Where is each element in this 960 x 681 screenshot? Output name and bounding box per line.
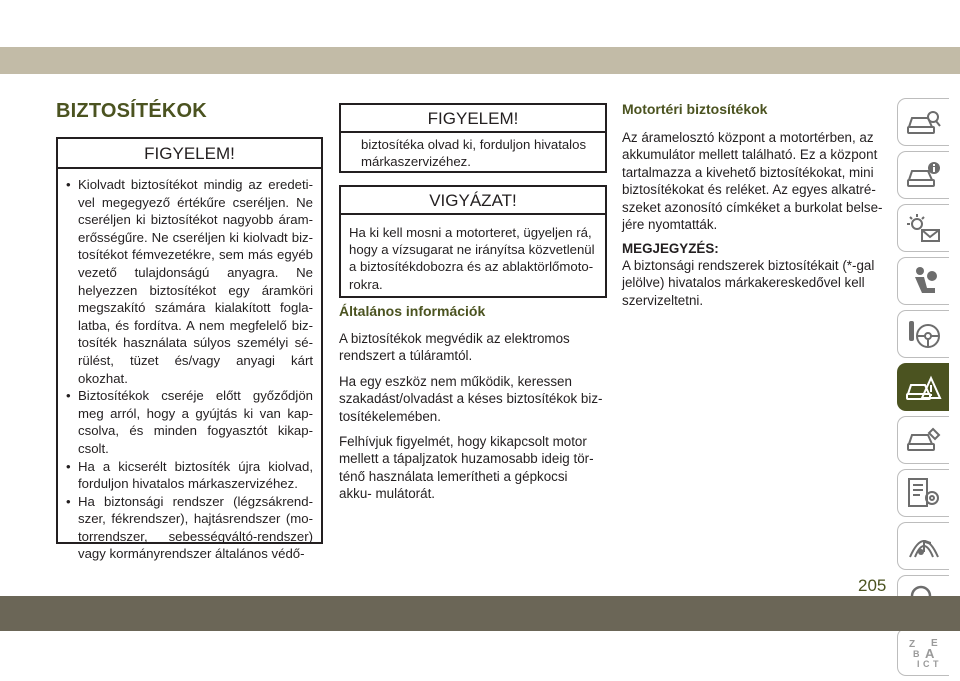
warning-continued-text: biztosítéka olvad ki, forduljon hivatalos márkaszervizéhez. <box>361 137 587 170</box>
caution-text: Ha ki kell mosni a motorteret, ügyeljen rá, hogy a vízsugarat ne irányítsa közvetlenül a biztosítékdobozra és az ablaktörlőmoto- rokra. <box>349 225 595 292</box>
warning-list <box>58 169 321 563</box>
tab-multimedia[interactable] <box>897 522 949 570</box>
tab-warning-lights[interactable] <box>897 204 949 252</box>
watermark: carmanualsonline.info <box>367 646 593 671</box>
caution-title: VIGYÁZAT! <box>341 187 605 215</box>
note-label: MEGJEGYZÉS: <box>622 241 719 256</box>
general-paragraph: Ha egy eszköz nem működik, keressen szakadást/olvadást a késes biztosítékok biz- tosítékelemében. <box>339 374 603 424</box>
steering-wheel-icon <box>905 317 943 351</box>
svg-text:Z: Z <box>908 639 915 650</box>
car-search-icon <box>905 105 943 139</box>
svg-text:T: T <box>932 659 938 669</box>
svg-text:C: C <box>922 659 929 669</box>
emergency-car-icon <box>905 370 943 404</box>
tab-steering[interactable] <box>897 310 949 358</box>
warning-continued-box <box>339 103 607 173</box>
tab-airbag[interactable] <box>897 257 949 305</box>
svg-text:B: B <box>912 649 919 659</box>
svg-text:I: I <box>916 659 920 669</box>
bottom-band <box>0 596 960 631</box>
tab-service[interactable] <box>897 416 949 464</box>
warning-item: • Kiolvadt biztosítékot mindig az eredeti- vel megegyező értékűre cseréljen. Ne cseréljen ki biztosítékot nagyobb áram- erősségűre. Ne cseréljen ki kiolvadt biz- tosítékot fémvezetékre, sem más egyéb vezető tulajdonságú anyagra. Ne helyezzen biztosítékot egy áramköri megszakító számára kialakított fogla- latba, és fordítva. A nem megfelelő biz- tosíték használata súlyos személyi sé- rülést, tüzet és/vagy anyagi kárt okozhat. <box>66 176 313 387</box>
page-heading: BIZTOSÍTÉKOK <box>56 100 207 122</box>
note-text: A biztonsági rendszerek biztosítékait (*-gal jelölve) hivatalos márkakereskedővel kell szervizeltetni. <box>622 258 875 308</box>
chapter-tabs <box>897 98 950 681</box>
warning-item: • Ha biztonsági rendszer (légzsákrend- szer, fékrendszer), hajtásrendszer (mo- torrendszer, sebességváltó-rendszer) vagy kormányrendszer általános védő- <box>66 493 313 563</box>
engine-fuses-heading: Motortéri biztosítékok <box>622 101 768 117</box>
general-info-heading: Általános információk <box>339 303 486 319</box>
tab-car-info[interactable] <box>897 151 949 199</box>
top-band <box>0 47 960 74</box>
tab-emergency[interactable] <box>897 363 949 411</box>
tab-car-search[interactable] <box>897 98 949 146</box>
warning-title: FIGYELEM! <box>58 139 321 169</box>
caution-box <box>339 185 607 298</box>
airbag-seat-icon <box>905 264 943 298</box>
tab-specifications[interactable] <box>897 469 949 517</box>
warning-continued-title: FIGYELEM! <box>341 105 605 133</box>
specifications-gear-icon <box>905 476 943 510</box>
general-paragraph: A biztosítékok megvédik az elektromos rendszert a túláramtól. <box>339 331 570 364</box>
warning-item: • Biztosítékok cseréje előtt győződjön meg arról, hogy a gyújtás ki van kap- csolva, és minden fogyasztót kikap- csolt. <box>66 387 313 457</box>
warning-lights-icon <box>905 211 943 245</box>
warning-box <box>56 137 323 562</box>
general-paragraph: Felhívjuk figyelmét, hogy kikapcsolt motor mellett a tápaljzatok huzamosabb ideig tör- ténő használata lemerítheti a gépkocsi akku- mulátorát. <box>339 434 594 502</box>
car-info-icon <box>905 158 943 192</box>
multimedia-icon <box>905 529 943 563</box>
car-service-icon <box>905 423 943 457</box>
warning-item: • Ha a kicserélt biztosíték újra kiolvad, forduljon hivatalos márkaszervizéhez. <box>66 458 313 493</box>
svg-text:E: E <box>930 638 938 649</box>
engine-fuses-text: Az áramelosztó központ a motortérben, az akkumulátor mellett található. Ez a központ tartalmazza a kivehető biztosítékokat, mini biztosítékokat és reléket. Az egyes alkatré- szeket azonosító címkéket a burkolat belse- jére nyomtatták. <box>622 130 883 233</box>
svg-text:A: A <box>924 646 934 661</box>
page-number: 205 <box>858 576 887 595</box>
